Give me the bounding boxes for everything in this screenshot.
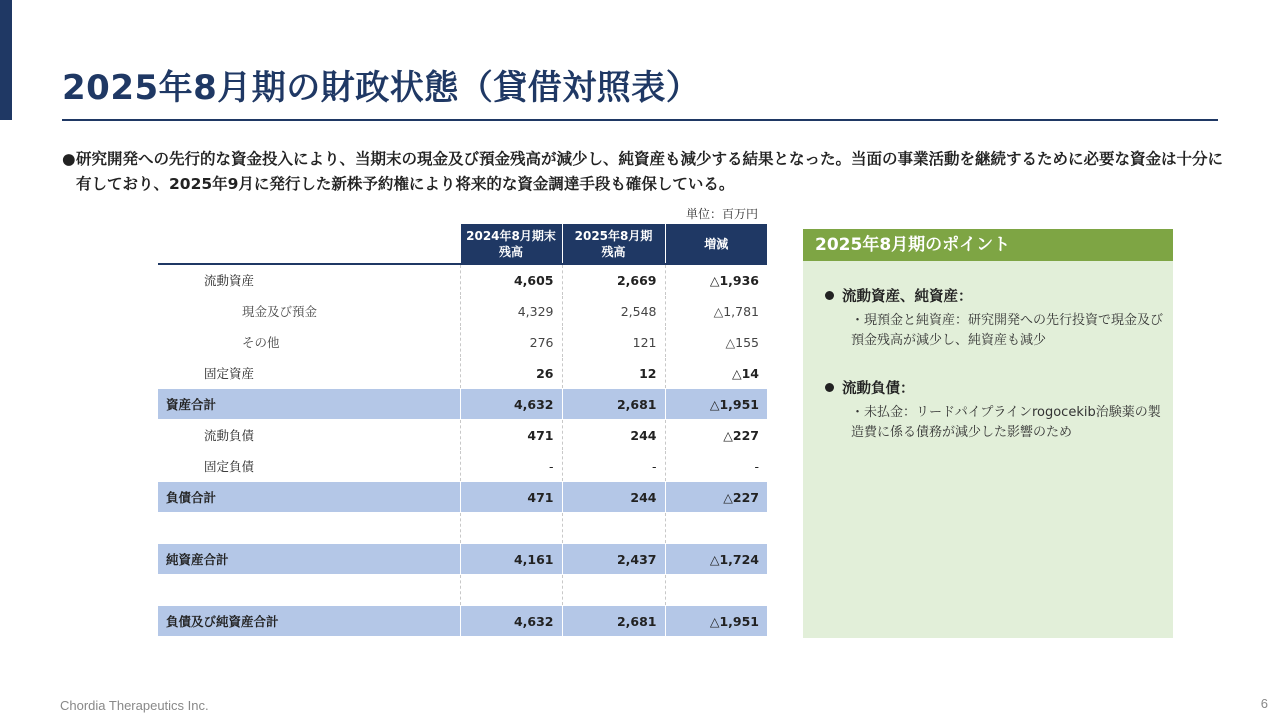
point-heading [825,377,915,398]
table-row-total [158,606,767,637]
row-label: 負債及び純資産合計 [158,606,460,637]
point-heading-text: 流動資産、純資産： [842,289,973,305]
unit-label: 単位：百万円 [686,207,759,221]
table-row [158,451,767,482]
value-2025: 2,681 [562,606,665,637]
spacer-cell [460,575,562,606]
table-row-total [158,482,767,513]
footer-company: Chordia Therapeutics Inc. [60,698,209,713]
bullet-icon [825,383,834,392]
value-2025: 244 [562,482,665,513]
value-2024: 4,161 [460,544,562,575]
table-row [158,358,767,389]
value-diff: △1,951 [665,606,767,637]
page-title: 2025年8月期の財政状態（貸借対照表） [62,68,701,108]
spacer-cell [460,513,562,544]
header-2024-line2: 残高 [498,244,523,259]
row-label: 固定負債 [158,451,460,482]
value-2024: 4,632 [460,389,562,420]
row-label: 流動負債 [158,420,460,451]
header-2025-line2: 残高 [601,244,626,259]
point-heading [825,285,973,306]
value-2024: 4,329 [460,296,562,327]
spacer-cell [665,513,767,544]
row-label: 負債合計 [158,482,460,513]
value-diff: △1,951 [665,389,767,420]
summary-text [62,147,1232,197]
value-2024: 471 [460,420,562,451]
table-row-total [158,389,767,420]
value-diff: △227 [665,482,767,513]
row-label: 資産合計 [158,389,460,420]
point-heading-text: 流動負債： [842,381,915,397]
table-row [158,296,767,327]
header-2024 [460,224,562,264]
header-2025 [562,224,665,264]
value-2024: 4,632 [460,606,562,637]
value-diff: △155 [665,327,767,358]
page-number: 6 [1260,696,1268,711]
point-detail: ・現預金と純資産：研究開発への先行投資で現金及び預金残高が減少し、純資産も減少 [851,313,1164,348]
table-row-total [158,544,767,575]
value-diff: △1,724 [665,544,767,575]
value-diff: △1,936 [665,264,767,296]
value-diff: △1,781 [665,296,767,327]
value-2025: 2,669 [562,264,665,296]
table-row [158,420,767,451]
spacer-cell [562,575,665,606]
row-label: 流動資産 [158,264,460,296]
value-2025: 121 [562,327,665,358]
value-2025: - [562,451,665,482]
bullet-icon: ● [62,150,76,168]
value-diff: - [665,451,767,482]
value-2025: 2,548 [562,296,665,327]
value-2024: 4,605 [460,264,562,296]
header-diff: 増減 [665,224,767,264]
table-row-spacer [158,575,767,606]
row-label: 固定資産 [158,358,460,389]
bullet-icon [825,291,834,300]
value-2024: 26 [460,358,562,389]
row-label: 現金及び預金 [158,296,460,327]
value-diff: △14 [665,358,767,389]
value-2025: 244 [562,420,665,451]
spacer-cell [665,575,767,606]
row-label: その他 [158,327,460,358]
value-2024: 471 [460,482,562,513]
point-detail: ・未払金：リードパイプラインrogocekib治験薬の製造費に係る債務が減少した影響のため [851,405,1161,440]
table-row [158,264,767,296]
spacer-cell [158,513,460,544]
points-panel [803,229,1173,638]
value-2024: 276 [460,327,562,358]
row-label: 純資産合計 [158,544,460,575]
value-2024: - [460,451,562,482]
title-accent-bar [0,0,12,120]
points-panel-title: 2025年8月期のポイント [803,229,1173,261]
value-diff: △227 [665,420,767,451]
header-2025-line1: 2025年8月期 [574,228,653,243]
header-label-cell [158,224,460,264]
table-header-row [158,224,767,264]
title-divider [62,119,1218,121]
table-row-spacer [158,513,767,544]
balance-sheet-table [158,224,767,637]
header-2024-line1: 2024年8月期末 [466,228,556,243]
value-2025: 12 [562,358,665,389]
value-2025: 2,437 [562,544,665,575]
summary-body: 研究開発への先行的な資金投入により、当期末の現金及び預金残高が減少し、純資産も減少する結果となった。当面の事業活動を継続するために必要な資金は十分に有しており、2025年9月に発行した新株予約権により将来的な資金調達手段も確保している。 [76,150,1224,193]
spacer-cell [158,575,460,606]
value-2025: 2,681 [562,389,665,420]
table-row [158,327,767,358]
spacer-cell [562,513,665,544]
